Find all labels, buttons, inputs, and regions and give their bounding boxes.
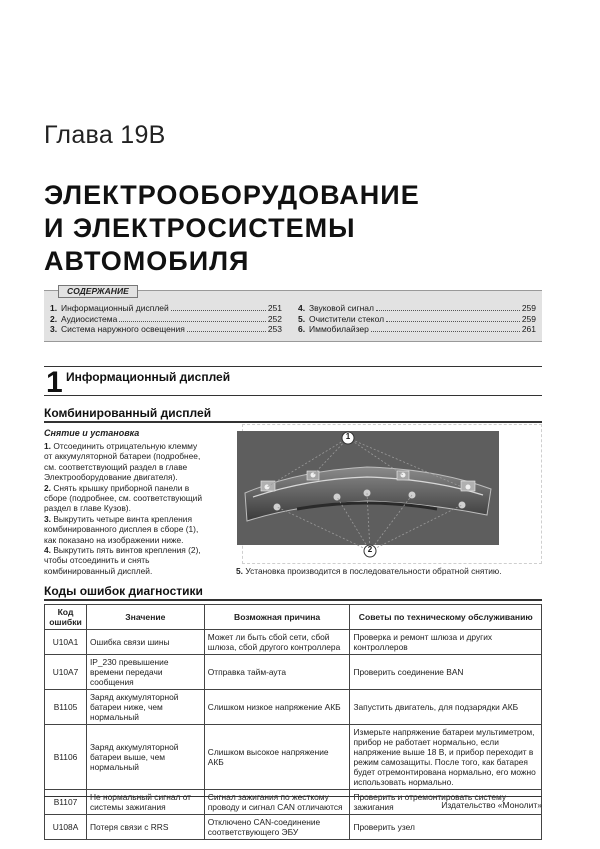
section-title: Информационный дисплей	[66, 370, 231, 384]
main-title-line-3: АВТОМОБИЛЯ	[44, 246, 250, 276]
cell-advice: Проверить и отремонтировать систему зажигания	[350, 790, 542, 815]
publisher-label: Издательство «Монолит»	[441, 800, 542, 810]
cell-cause: Отправка тайм-аута	[204, 655, 350, 690]
cell-code: B1105	[45, 690, 87, 725]
toc-item-num: 3.	[50, 324, 58, 334]
toc-item-num: 2.	[50, 313, 58, 324]
toc-item-text: Система наружного освещения	[61, 324, 185, 334]
toc-item-num: 6.	[298, 324, 306, 334]
cell-cause: Отключено CAN-соединение соответствующего ЭБУ	[204, 815, 350, 840]
callout-2-label: 2	[367, 545, 373, 554]
cell-cause: Сигнал зажигания по жесткому проводу и сигнал CAN отличаются	[204, 790, 350, 815]
cell-advice: Проверить соединение BAN	[350, 655, 542, 690]
step-num: 1.	[44, 441, 51, 451]
table-row	[45, 630, 542, 655]
cell-advice: Измерьте напряжение батареи мультиметром, прибор не работает нормально, если напряжение выше 18 В, и прибор переходит в режим самозащиты. После того, как батарея будет отремонтирована нормально, его можно использовать нормально.	[350, 725, 542, 790]
cell-cause: Слишком высокое напряжение АКБ	[204, 725, 350, 790]
cell-code: U108A	[45, 815, 87, 840]
toc-item-text: Аудиосистема	[61, 313, 118, 324]
table-row	[45, 690, 542, 725]
step-num: 3.	[44, 513, 51, 524]
removal-heading: Снятие и установка	[44, 428, 140, 438]
step-text: Отсоединить отрицательную клемму от аккумуляторной батареи (подробнее, см. соответствующий раздел в главе Электрооборудование двигателя).	[44, 441, 201, 483]
cell-meaning: Потеря связи с RRS	[86, 815, 204, 840]
toc-item-num: 1.	[50, 303, 58, 313]
subsection-title: Комбинированный дисплей	[44, 406, 542, 423]
cell-meaning: Не нормальный сигнал от системы зажигания	[86, 790, 204, 815]
step-text: Выкрутить четыре винта крепления комбинированного дисплея в сборе (1), как показано на изображении ниже.	[44, 513, 199, 545]
toc-item-num: 4.	[298, 303, 306, 313]
toc-header: СОДЕРЖАНИЕ	[58, 285, 138, 298]
cell-code: U10A7	[45, 655, 87, 690]
footer-divider	[44, 796, 542, 797]
cell-meaning: Заряд аккумуляторной батареи выше, чем нормальный	[86, 725, 204, 790]
toc-item-page: 259	[521, 303, 536, 313]
dtc-table-header-row	[45, 605, 542, 630]
caption-num: 5.	[236, 566, 243, 576]
toc-item-page: 252	[267, 313, 282, 324]
figure-caption	[236, 566, 502, 576]
toc-item-page: 259	[521, 313, 536, 324]
cell-meaning: IP_230 превышение времени передачи сообщения	[86, 655, 204, 690]
toc-item-num: 5.	[298, 313, 306, 324]
callout-1-label: 1	[345, 432, 351, 441]
section-number: 1	[46, 366, 63, 399]
table-row	[45, 655, 542, 690]
cell-cause: Может ли быть сбой сети, сбой шлюза, сбой другого контроллера	[204, 630, 350, 655]
toc-item-text: Очистители стекол	[309, 313, 385, 324]
table-row	[45, 815, 542, 840]
cell-code: U10A1	[45, 630, 87, 655]
caption-text: Установка производится в последовательности обратной снятию.	[245, 566, 502, 576]
toc-item-text: Звуковой сигнал	[309, 303, 374, 313]
toc-item-page: 253	[267, 324, 282, 334]
cell-cause: Слишком низкое напряжение АКБ	[204, 690, 350, 725]
header-cell-code: Код ошибки	[45, 605, 87, 630]
toc-item-text: Информационный дисплей	[61, 303, 169, 313]
cell-code: B1107	[45, 790, 87, 815]
chapter-label: Глава 19В	[44, 121, 166, 149]
cell-advice: Запустить двигатель, для подзарядки АКБ	[350, 690, 542, 725]
toc-item-page: 261	[521, 324, 536, 334]
subsection-title: Коды ошибок диагностики	[44, 584, 542, 601]
toc-item-text: Иммобилайзер	[309, 324, 369, 334]
step-num: 2.	[44, 482, 51, 493]
cell-advice: Проверка и ремонт шлюза и других контроллеров	[350, 630, 542, 655]
cell-meaning: Ошибка связи шины	[86, 630, 204, 655]
cell-code: B1106	[45, 725, 87, 790]
cell-advice: Проверить узел	[350, 815, 542, 840]
header-cell-advice: Советы по техническому обслуживанию	[350, 605, 542, 630]
table-row	[45, 725, 542, 790]
main-title-line-2: И ЭЛЕКТРОСИСТЕМЫ	[44, 213, 356, 243]
header-cell-meaning: Значение	[86, 605, 204, 630]
cell-meaning: Заряд аккумуляторной батареи ниже, чем нормальный	[86, 690, 204, 725]
step-num: 4.	[44, 545, 51, 556]
step-text: Снять крышку приборной панели в сборе (подробнее, см. соответствующий раздел в главе Кузов).	[44, 482, 203, 514]
header-cell-cause: Возможная причина	[204, 605, 350, 630]
step-text: Выкрутить пять винтов крепления (2), чтобы отсоединить и снять комбинированный дисплей.	[44, 545, 201, 576]
main-title-line-1: ЭЛЕКТРООБОРУДОВАНИЕ	[44, 180, 420, 210]
toc-item-page: 251	[267, 303, 282, 313]
